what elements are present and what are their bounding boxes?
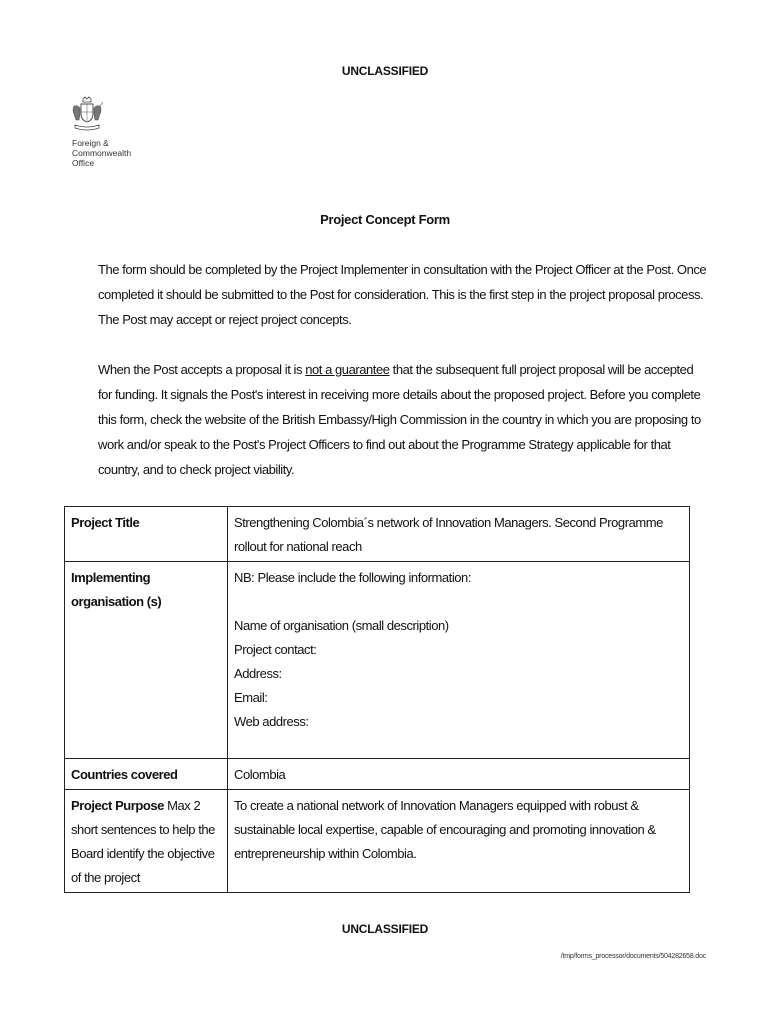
guidance-emphasis: not a guarantee <box>305 362 390 377</box>
implementing-organisation-value <box>228 562 690 759</box>
file-path: /tmp/forms_processor/documents/504282658.doc <box>560 953 706 960</box>
intro-paragraph: The form should be completed by the Project Implementer in consultation with the Project Officer at the Post. Once completed it should be submitted to the Post for consideration. This is the first step in the project proposal process. The Post may accept or reject project concepts. <box>98 262 707 327</box>
footer-classification: UNCLASSIFIED <box>341 922 429 936</box>
organisation-name-line: Office <box>72 158 95 168</box>
organisation-name <box>72 138 131 168</box>
countries-covered-value: Colombia <box>228 759 690 790</box>
implementing-field: Name of organisation (small description) <box>234 618 449 633</box>
table-row <box>65 790 690 893</box>
guidance-text: When the Post accepts a proposal it is <box>98 362 306 377</box>
implementing-field: Web address: <box>234 714 309 729</box>
project-title-label: Project Title <box>65 507 228 562</box>
implementing-organisation-label: Implementing organisation (s) <box>65 562 228 759</box>
royal-coat-of-arms-icon <box>70 96 104 134</box>
table-row <box>65 507 690 562</box>
implementing-field: Email: <box>234 690 268 705</box>
guidance-paragraph <box>98 357 710 482</box>
project-purpose-value: To create a national network of Innovation Managers equipped with robust & sustainable local expertise, capable of encouraging and promoting innovation & entrepreneurship within Colombia. <box>228 790 690 893</box>
header-classification: UNCLASSIFIED <box>341 64 429 78</box>
project-purpose-label <box>65 790 228 893</box>
project-concept-table <box>64 506 690 893</box>
organisation-name-line: Commonwealth <box>72 148 132 158</box>
guidance-text: that the subsequent full project proposal will be accepted for funding. It signals the Post's interest in receiving more details about the proposed project. Before you complete this form, check the website of the British Embassy/High Commission in the country in which you are proposing to work and/or speak to the Post's Project Officers to find out about the Programme Strategy applicable for that country, and to check project viability. <box>98 362 701 477</box>
form-title: Project Concept Form <box>320 212 450 227</box>
implementing-note: NB: Please include the following information: <box>234 570 472 585</box>
countries-covered-label: Countries covered <box>65 759 228 790</box>
implementing-field: Address: <box>234 666 282 681</box>
implementing-field: Project contact: <box>234 642 317 657</box>
table-row <box>65 562 690 759</box>
table-row <box>65 759 690 790</box>
project-title-value: Strengthening Colombia´s network of Innovation Managers. Second Programme rollout for national reach <box>228 507 690 562</box>
organisation-name-line: Foreign & <box>72 138 109 148</box>
project-purpose-label-bold: Project Purpose <box>71 798 164 813</box>
project-purpose-label-rest: Max 2 short sentences to help the Board identify the objective of the project <box>71 798 215 885</box>
